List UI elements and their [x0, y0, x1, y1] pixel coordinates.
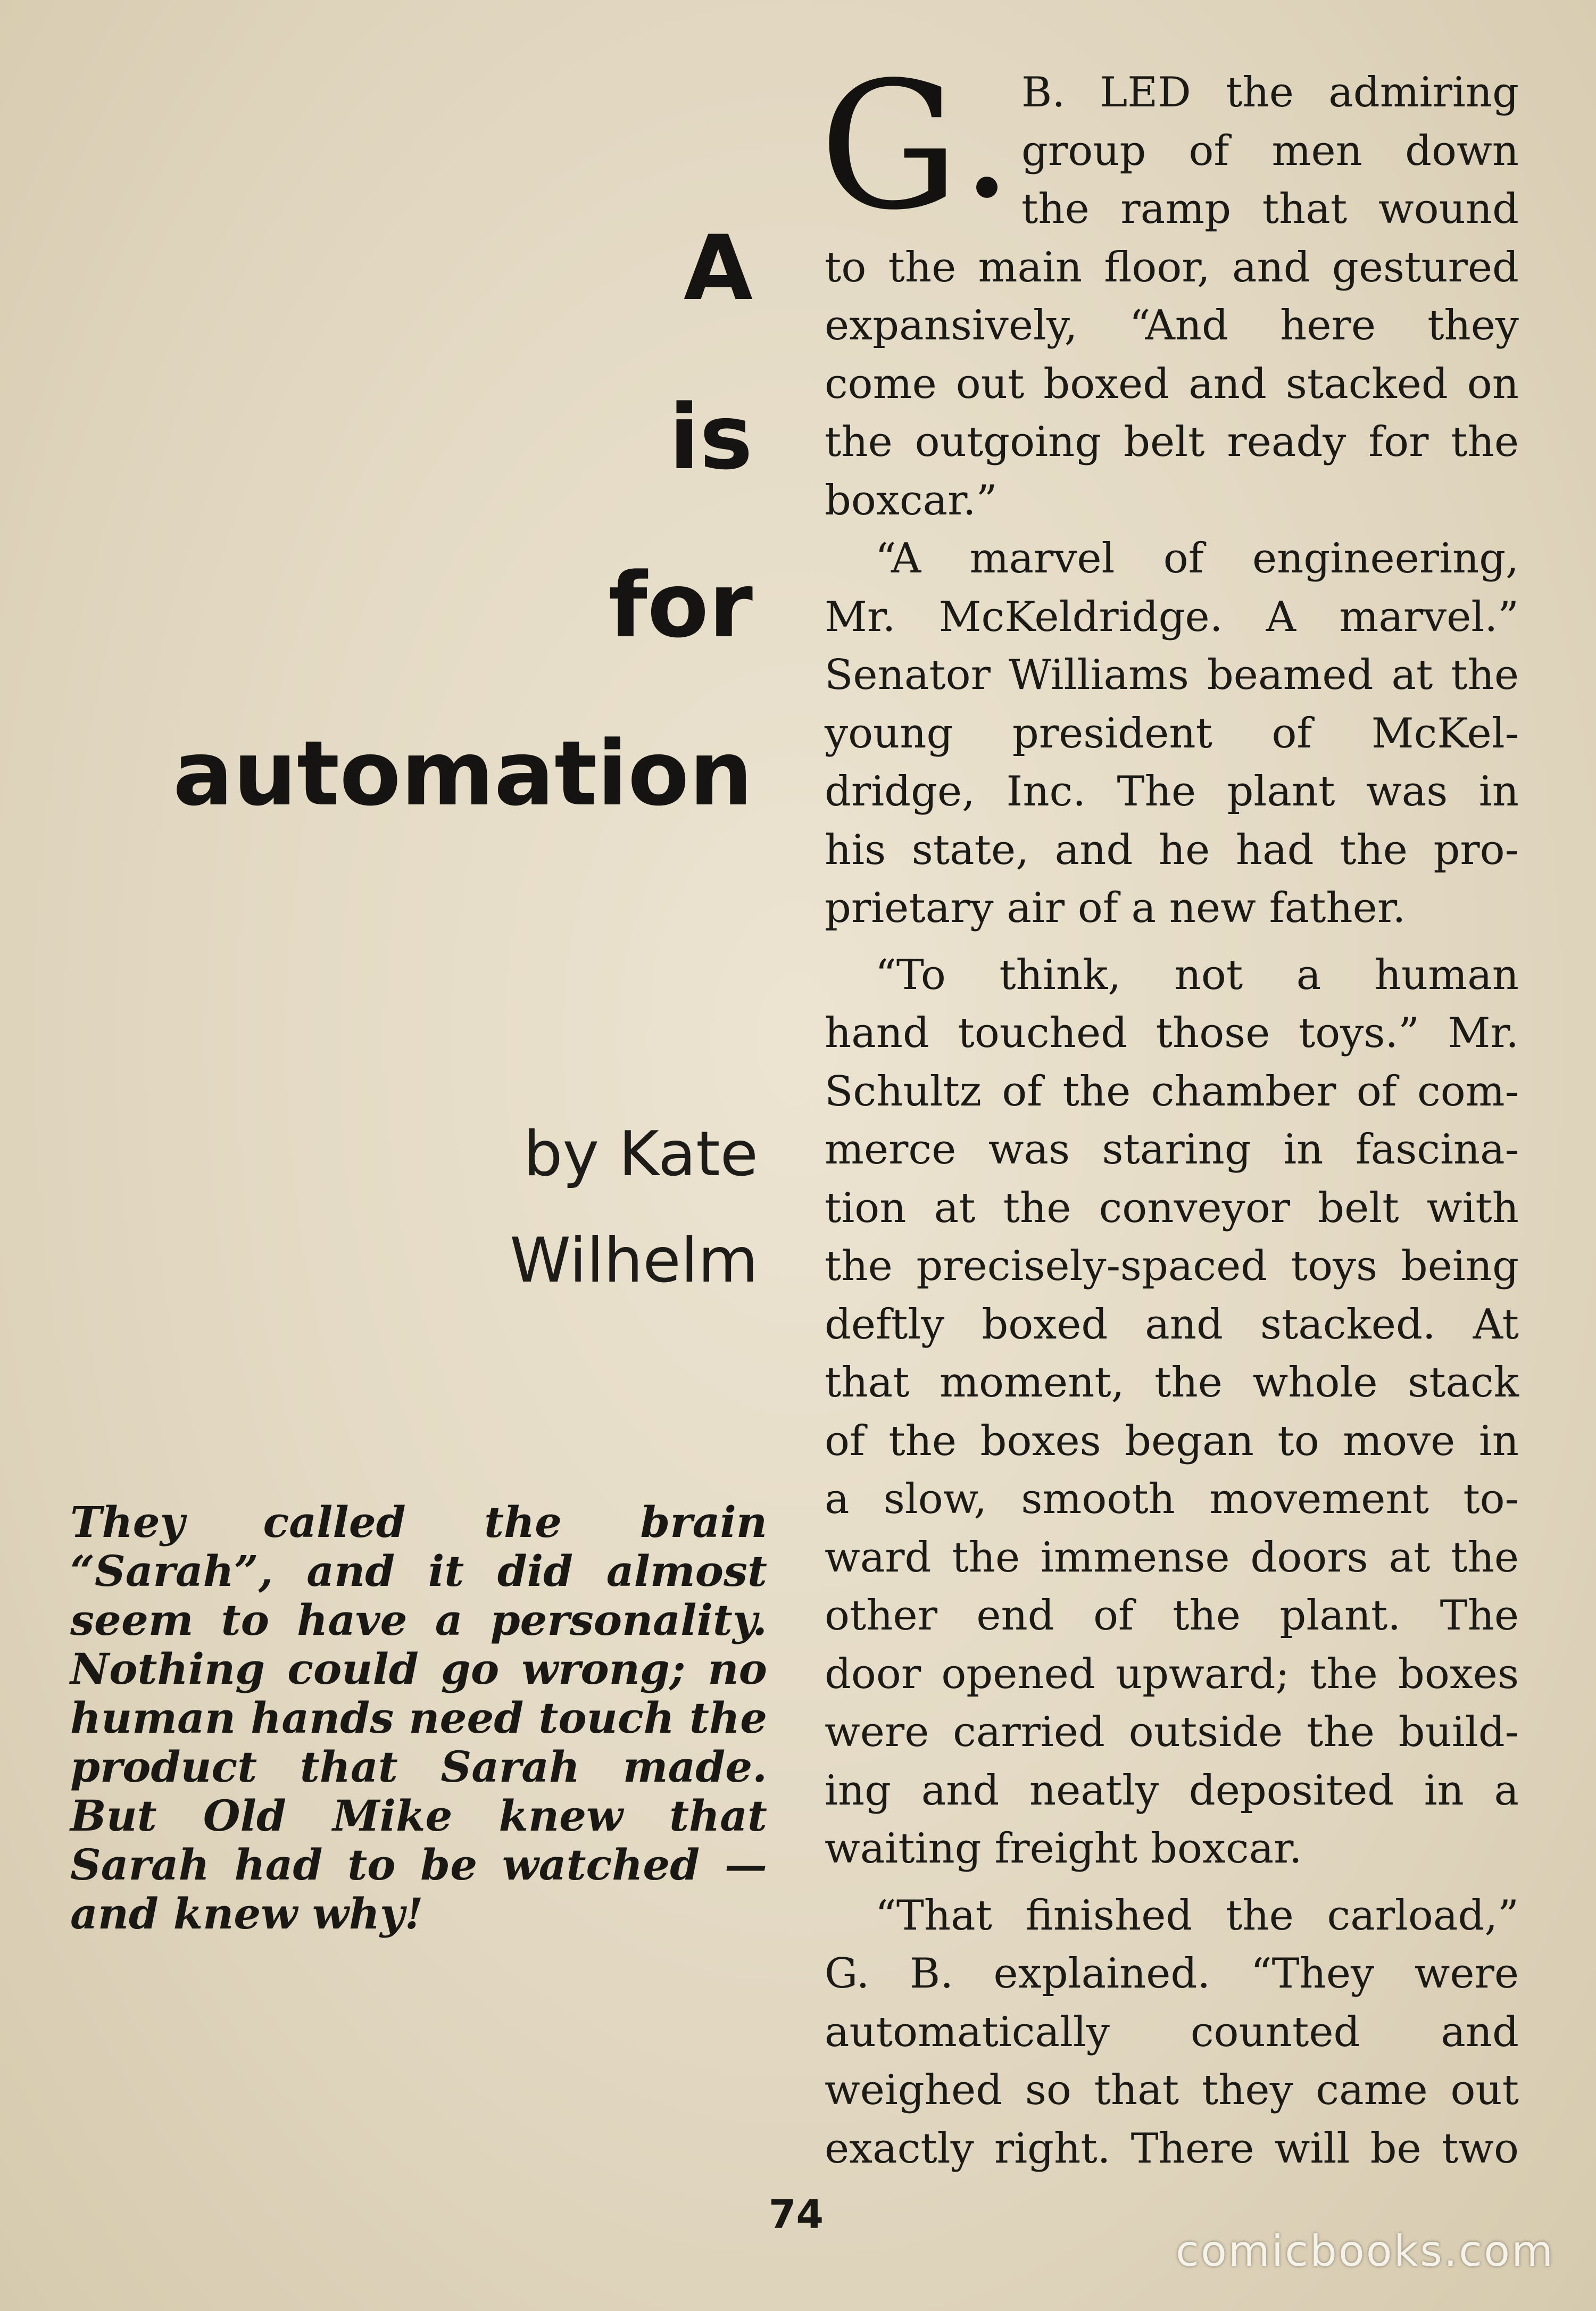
blurb-line: Sarah had to be watched — [70, 1840, 767, 1890]
text-line: other end of the plant. The [825, 1592, 1519, 1640]
drop-cap: G [819, 44, 960, 248]
story-body [819, 44, 1519, 2178]
text-line: automatically counted and [825, 2008, 1519, 2056]
text-line: waiting freight boxcar. [825, 1825, 1302, 1873]
page-number: 74 [769, 2192, 824, 2238]
text-line: group of men down [1021, 127, 1519, 175]
text-line: “That finished the carload,” [875, 1891, 1519, 1940]
text-line: tion at the conveyor belt with [825, 1184, 1519, 1232]
text-line: B. LED the admiring [1021, 69, 1519, 117]
text-line: Mr. McKeldridge. A marvel.” [825, 593, 1519, 641]
text-line: to the main floor, and gestured [825, 243, 1519, 292]
text-line: the precisely-spaced toys being [825, 1242, 1519, 1290]
text-line: young president of McKel- [825, 709, 1519, 758]
text-line: exactly right. There will be two [825, 2124, 1519, 2173]
text-line: boxcar.” [825, 476, 998, 525]
text-line: a slow, smooth movement to- [825, 1475, 1519, 1523]
paragraph-2 [825, 530, 1519, 938]
blurb-line: They called the brain [70, 1497, 767, 1547]
byline-line-1: by Kate [523, 1118, 758, 1190]
text-line: prietary air of a new father. [825, 884, 1406, 932]
watermark: comicbooks.com [1176, 2226, 1555, 2276]
text-line: ing and neatly deposited in a [825, 1766, 1519, 1815]
text-line: his state, and he had the pro- [825, 826, 1519, 874]
text-line: come out boxed and stacked on [825, 360, 1519, 408]
byline [279, 1101, 758, 1314]
blurb-line: seem to have a personality. [70, 1595, 767, 1645]
title-word-a: A [683, 216, 753, 320]
blurb-line: Nothing could go wrong; no [70, 1644, 767, 1694]
text-line: Schultz of the chamber of com- [825, 1067, 1519, 1116]
blurb-line: But Old Mike knew that [70, 1791, 767, 1841]
text-line: weighed so that they came out [825, 2066, 1519, 2114]
drop-cap-period [976, 177, 998, 198]
text-line: merce was staring in fascina- [825, 1126, 1519, 1174]
text-line: G. B. explained. “They were [825, 1950, 1519, 1998]
paragraph-4 [825, 1887, 1519, 2179]
blurb-line: and knew why! [70, 1889, 423, 1939]
text-line: the ramp that wound [1021, 185, 1519, 233]
text-line: dridge, Inc. The plant was in [825, 768, 1519, 816]
text-line: that moment, the whole stack [825, 1359, 1519, 1407]
title-word-for: for [608, 553, 753, 658]
text-line: “To think, not a human [875, 951, 1519, 999]
text-line: the outgoing belt ready for the [825, 418, 1519, 466]
text-line: ward the immense doors at the [825, 1533, 1519, 1582]
text-line: of the boxes began to move in [825, 1417, 1519, 1465]
text-line: door opened upward; the boxes [825, 1650, 1519, 1698]
blurb-line: human hands need touch the [70, 1693, 767, 1743]
blurb-line: product that Sarah made. [70, 1742, 767, 1792]
text-line: were carried outside the build- [825, 1708, 1519, 1756]
story-blurb [70, 1498, 767, 1938]
blurb-line: “Sarah”, and it did almost [70, 1546, 767, 1596]
byline-author: Wilhelm [510, 1225, 758, 1296]
text-line: expansively, “And here they [825, 302, 1519, 350]
text-line: deftly boxed and stacked. At [825, 1300, 1519, 1349]
text-line: “A marvel of engineering, [875, 535, 1519, 583]
title-word-is: is [669, 385, 753, 489]
title-word-automation: automation [172, 721, 753, 826]
text-line: Senator Williams beamed at the [825, 651, 1519, 699]
paragraph-3 [825, 946, 1519, 1878]
text-line: hand touched those toys.” Mr. [825, 1009, 1519, 1057]
